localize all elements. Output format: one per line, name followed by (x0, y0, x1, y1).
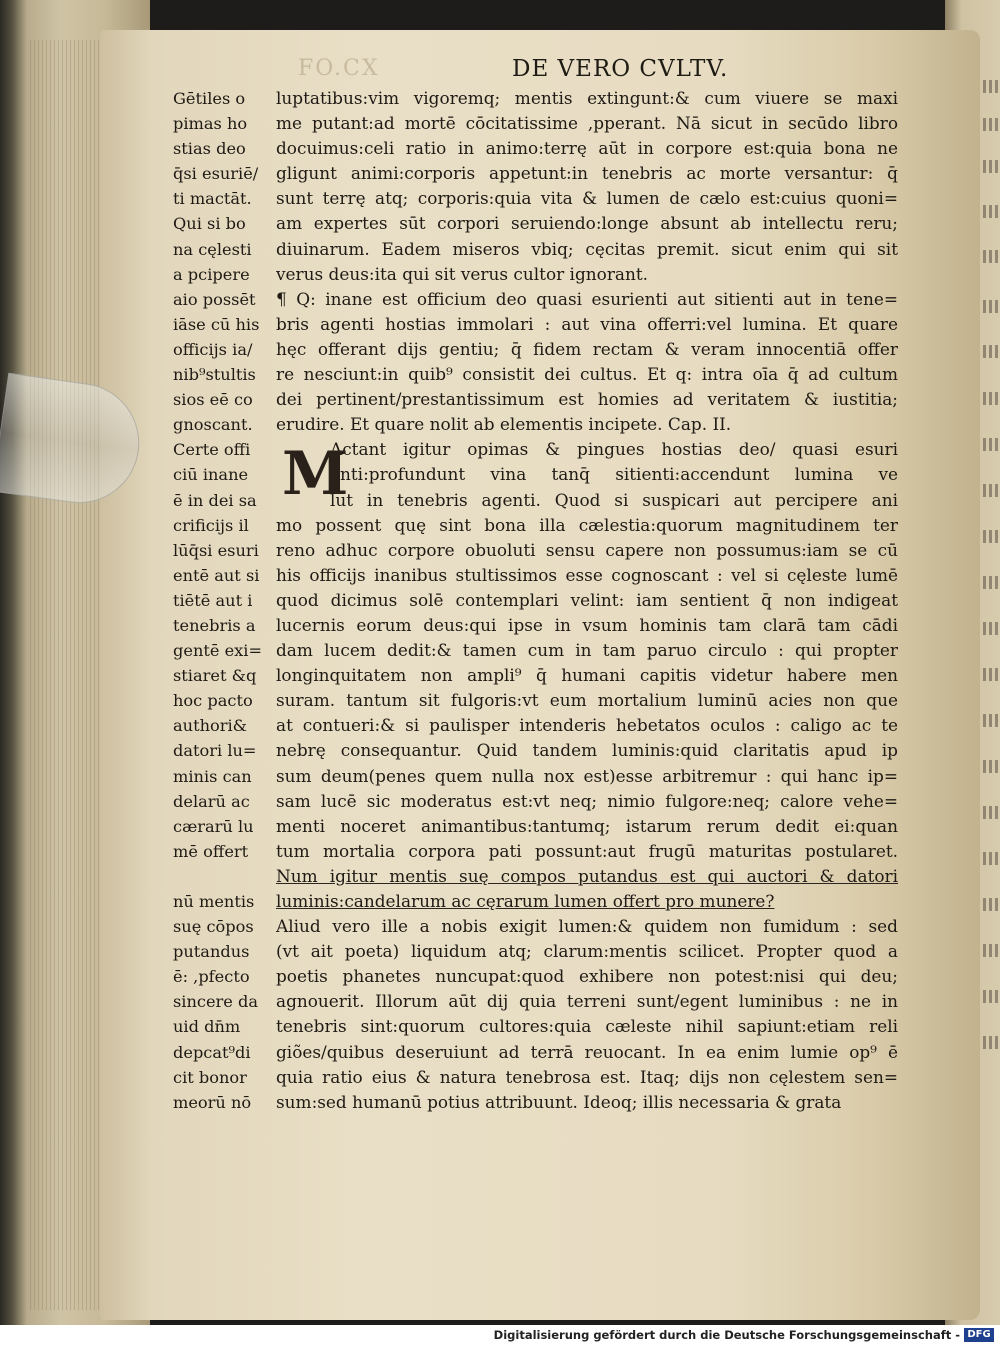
text-line: gligunt animi:corporis appetunt:in tenebris ac morte versantur: q̄ (276, 163, 898, 184)
text-line: bris agenti hostias immolari : aut vina offerri:vel lumina. Et quare (276, 313, 898, 334)
footer-bar (0, 1325, 1000, 1346)
margin-line: ē: ,pfecto (173, 967, 250, 987)
text-line: hęc offerant dijs gentiu; q̄ fidem rectam & veram innocentiā offer (276, 338, 898, 359)
folio-number: FO.CX (298, 56, 380, 81)
text-line: Num igitur mentis suę compos putandus est qui auctori & datori (276, 865, 898, 886)
drop-cap-initial: M (282, 439, 349, 509)
text-line: dam lucem dedit:& tamen cum in tam paruo circulo : qui propter (276, 640, 898, 661)
margin-line: ti mactāt. (173, 189, 252, 209)
margin-line: lūq̄si esuri (173, 540, 259, 560)
margin-line: na cęlesti (173, 239, 252, 259)
margin-line: stiaret &q (173, 666, 257, 686)
margin-line: pimas ho (173, 114, 248, 134)
text-line: am expertes sūt corpori seruiendo:longe absunt ab intellectu reru; (276, 213, 898, 234)
margin-line: iāse cū his (173, 314, 260, 334)
text-line: quod dicimus solē contemplari velint: iam sentient q̄ non indigeat (276, 589, 898, 610)
text-line: docuimus:celi ratio in animo:terrę aūt in corpore est:quia bona ne (276, 138, 898, 159)
margin-line: uid dn̄m (173, 1017, 241, 1037)
text-line: his officijs inanibus stultissimos esse cognoscant : vel si cęleste lumē (276, 564, 898, 585)
dfg-logo: DFG (964, 1328, 994, 1342)
text-line: me putant:ad mortē cōcitatissime ,pperant. Nā sicut in secūdo libro (276, 113, 898, 134)
margin-line: mē offert (173, 841, 249, 861)
margin-line: tenebris a (173, 615, 256, 635)
margin-line: putandus (173, 942, 250, 962)
text-line: tenebris sint:quorum cultores:quia cæleste nihil sapiunt:etiam reli (276, 1016, 898, 1037)
text-line: sum deum(penes quem nulla nox est)esse arbitremur : qui hanc ip= (276, 765, 898, 786)
text-line: menti noceret animantibus:tantumq; istarum rerum dedit ei:quan (276, 815, 898, 836)
margin-line: gnoscant. (173, 415, 253, 435)
text-line: luptatibus:vim vigoremq; mentis extingunt:& cum viuere se maxi (276, 88, 898, 108)
text-line: giões/quibus deseruiunt ad terrā reuocant. In ea enim lumie op⁹ ē (276, 1041, 898, 1062)
margin-line: Gētiles o (173, 89, 246, 108)
text-line: agnouerit. Illorum aūt dij quia terreni sunt/egent luminibus : ne in (276, 991, 898, 1012)
footer-credit: Digitalisierung gefördert durch die Deutsche Forschungsgemeinschaft - (493, 1328, 960, 1342)
text-line: nebrę consequantur. Quid tandem luminis:quid claritatis apud ip (276, 740, 898, 761)
margin-line: meorū nō (173, 1092, 252, 1112)
text-line: (vt ait poeta) liquidum atq; clarum:mentis scilicet. Propter quod a (276, 941, 898, 962)
margin-line: gentē exi= (173, 641, 263, 661)
margin-line: aio possēt (173, 289, 256, 309)
running-head: DE VERO CVLTV. (512, 56, 729, 82)
text-line: sam lucē sic moderatus est:vt neq; nimio fulgore:neq; calore vehe= (276, 790, 898, 811)
text-line: re nesciunt:in quib⁹ consistit dei cultus. Et q: intra oīa q̄ ad cultum (276, 364, 898, 385)
text-line: sunt terrę atq; corporis:quia vita & lumen de cælo est:cuius quoni= (276, 188, 898, 209)
margin-line: sios eē co (173, 390, 253, 410)
margin-line: authori& (173, 716, 248, 736)
text-line: verus deus:ita qui sit verus cultor ignorant. (276, 263, 648, 284)
text-line: ¶ Q: inane est officium deo quasi esurienti aut sitienti aut in tene= (276, 288, 898, 309)
margin-line: suę cōpos (173, 917, 254, 937)
text-line: at contueri:& si paulisper intenderis hebetatos oculos : caligo ac te (276, 715, 898, 736)
margin-line: Certe offi (173, 440, 251, 460)
text-line: quia ratio eius & natura tenebrosa est. Itaq; dijs non cęlestem sen= (276, 1066, 898, 1087)
margin-line: entē aut si (173, 565, 260, 585)
margin-line: sincere da (173, 992, 259, 1012)
text-line: diuinarum. Eadem miseros vbiq; cęcitas premit. sicut enim qui sit (276, 238, 898, 259)
text-line: longinquitatem non ampli⁹ q̄ humani capitis videtur habere men (276, 665, 898, 686)
margin-line: q̄si esuriē/ (173, 164, 259, 184)
margin-line: nib⁹stultis (173, 365, 256, 385)
text-line: Actant igitur opimas & pingues hostias deo/ quasi esuri (330, 439, 898, 460)
text-line: mo possent quę sint bona illa cælestia:quorum magnitudinem ter (276, 514, 898, 535)
margin-line: Qui si bo (173, 214, 246, 234)
margin-line: hoc pacto (173, 691, 253, 711)
text-line: lut in tenebris agenti. Quod si suspicari aut percipere ani (330, 489, 898, 510)
margin-line: stias deo (173, 139, 246, 159)
margin-line: cærarū lu (173, 816, 254, 836)
text-line: reno adhuc corpore obuoluti sensu capere non possumus:iam se cū (276, 539, 898, 560)
margin-line: minis can (173, 766, 252, 786)
main-text (276, 86, 898, 1115)
text-line: luminis:candelarum ac cęrarum lumen offert pro munere? (276, 891, 775, 911)
margin-line: ciū inane (173, 465, 249, 485)
text-line: poetis phanetes nuncupat:quod exhibere non potest:nisi qui deu; (276, 966, 898, 987)
text-line: tum mortalia corpora pati possunt:aut frugū maturitas postularet. (276, 840, 898, 861)
margin-line: a pcipere (173, 264, 250, 284)
text-line: erudire. Et quare nolit ab elementis incipete. Cap. II. (276, 414, 732, 435)
margin-line: delarū ac (173, 791, 250, 811)
margin-line: cit bonor (173, 1067, 247, 1087)
margin-line: datori lu= (173, 741, 257, 761)
margin-line: officijs ia/ (173, 339, 253, 359)
text-line: Aliud vero ille a nobis exigit lumen:& quidem non fumidum : sed (276, 916, 898, 937)
marginal-notes (173, 86, 273, 1115)
text-line: sum:sed humanū potius attribuunt. Ideoq; illis necessaria & grata (276, 1091, 842, 1112)
text-line: suram. tantum sit fulgoris:vt eum mortalium luminū acies non que (276, 690, 898, 711)
text-line: dei pertinent/prestantissimum est homies ad veritatem & iustitia; (276, 389, 898, 410)
margin-line: depcat⁹di (173, 1042, 251, 1062)
margin-line: nū mentis (173, 892, 255, 911)
margin-line: ē in dei sa (173, 490, 257, 510)
text-line: enti:profundunt vina tanq̄ sitienti:accendunt lumina ve (330, 464, 898, 485)
margin-line: tiētē aut i (173, 590, 253, 610)
margin-line: crificijs il (173, 515, 249, 535)
text-line: lucernis eorum deus:qui ipse in vsum hominis tam clarā tam cādi (276, 614, 898, 635)
